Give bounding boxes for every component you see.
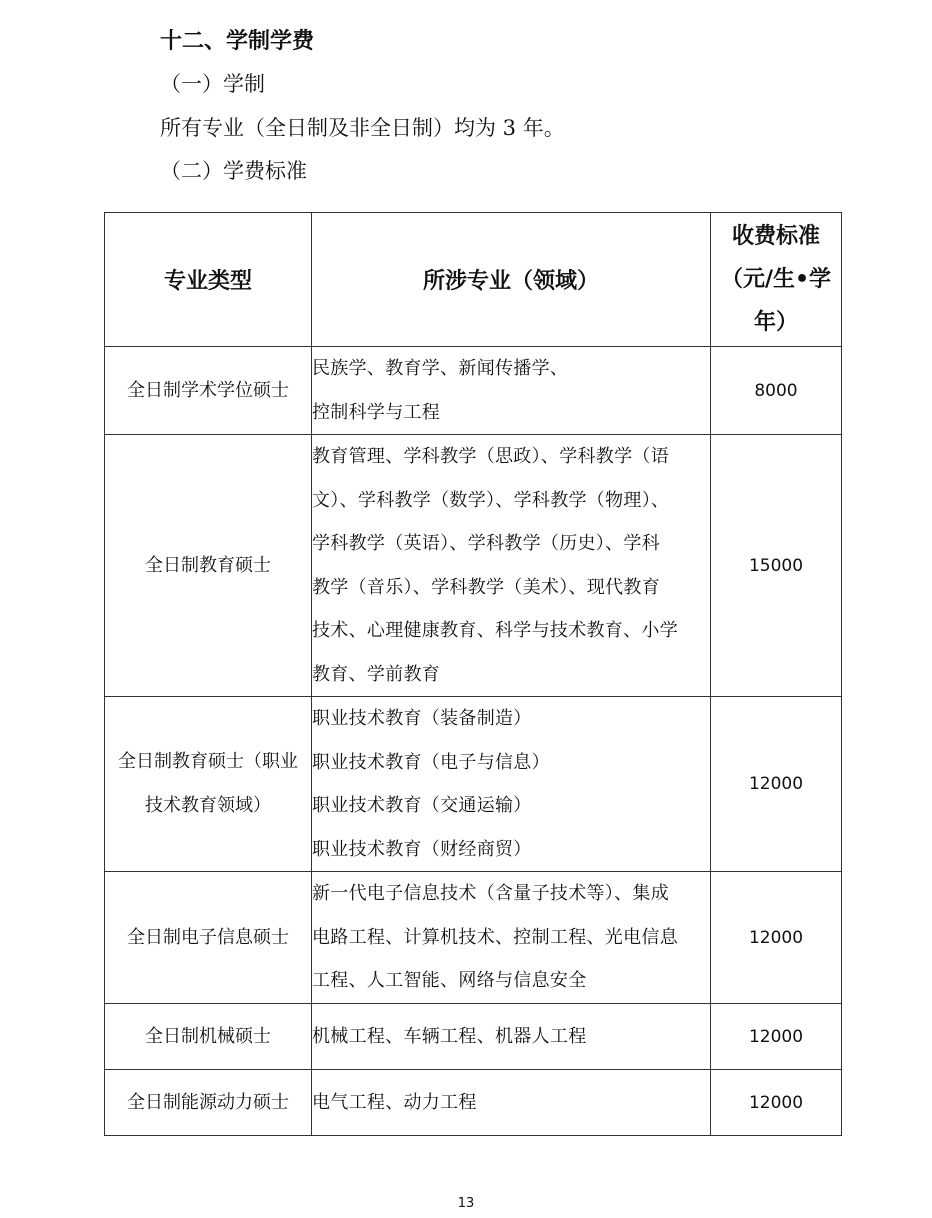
field-line: 电路工程、计算机技术、控制工程、光电信息 [312,926,678,948]
program-type-line: 全日制学术学位硕士 [127,379,289,401]
field-line: 电气工程、动力工程 [312,1091,477,1113]
program-fields [312,347,711,435]
header-type: 专业类型 [105,213,312,347]
program-type-line: 全日制机械硕士 [145,1025,271,1047]
program-fee: 8000 [711,347,842,435]
section-heading: 十二、学制学费 [160,29,315,54]
program-type [105,697,312,872]
subheading-duration: （一）学制 [160,72,265,96]
field-line: 学科教学（英语）、学科教学（历史）、学科 [312,533,660,554]
program-type [105,1070,312,1136]
header-fee-line: 年） [753,310,798,335]
page-number: 13 [457,1196,475,1211]
program-fee: 12000 [711,1004,842,1070]
table-row [105,1070,842,1136]
program-type-line: 技术教育领域） [145,795,271,816]
program-type [105,435,312,697]
field-line: 控制科学与工程 [312,401,441,423]
subheading-fee-standard: （二）学费标准 [160,159,307,183]
program-type-line: 全日制教育硕士 [145,554,271,576]
field-line: 职业技术教育（装备制造） [312,708,532,729]
program-type [105,1004,312,1070]
field-line: 职业技术教育（电子与信息） [312,751,550,773]
program-fields [312,697,711,872]
program-fields [312,1070,711,1136]
field-line: 新一代电子信息技术（含量子技术等）、集成 [312,883,669,905]
field-line: 技术、心理健康教育、科学与技术教育、小学 [312,620,678,641]
field-line: 文）、学科教学（数学）、学科教学（物理）、 [312,489,670,511]
table-row [105,1004,842,1070]
program-fields [312,435,711,697]
header-fields: 所涉专业（领域） [312,213,711,347]
table-header-row [105,213,842,347]
field-line: 教学（音乐）、学科教学（美术）、现代教育 [312,576,660,598]
header-fee-line: （元/生•学 [720,267,832,292]
fee-table [104,212,842,1136]
program-type [105,872,312,1004]
field-line: 工程、人工智能、网络与信息安全 [312,970,587,992]
program-fields [312,1004,711,1070]
program-type [105,347,312,435]
program-fields [312,872,711,1004]
field-line: 教育、学前教育 [312,663,441,685]
duration-text: 所有专业（全日制及非全日制）均为 3 年。 [160,116,565,140]
program-type-line: 全日制教育硕士（职业 [118,751,298,772]
field-line: 职业技术教育（财经商贸） [312,838,532,860]
field-line: 机械工程、车辆工程、机器人工程 [312,1025,587,1047]
program-fee: 12000 [711,1070,842,1136]
field-line: 职业技术教育（交通运输） [312,795,532,816]
table-row [105,435,842,697]
header-fee [711,213,842,347]
header-fee-line: 收费标准 [731,224,820,249]
program-fee: 12000 [711,872,842,1004]
program-type-line: 全日制电子信息硕士 [127,926,289,948]
program-type-line: 全日制能源动力硕士 [127,1091,289,1113]
table-row [105,697,842,872]
field-line: 民族学、教育学、新闻传播学、 [312,358,569,379]
field-line: 教育管理、学科教学（思政）、学科教学（语 [312,446,669,467]
program-fee: 15000 [711,435,842,697]
program-fee: 12000 [711,697,842,872]
table-row [105,872,842,1004]
table-row [105,347,842,435]
